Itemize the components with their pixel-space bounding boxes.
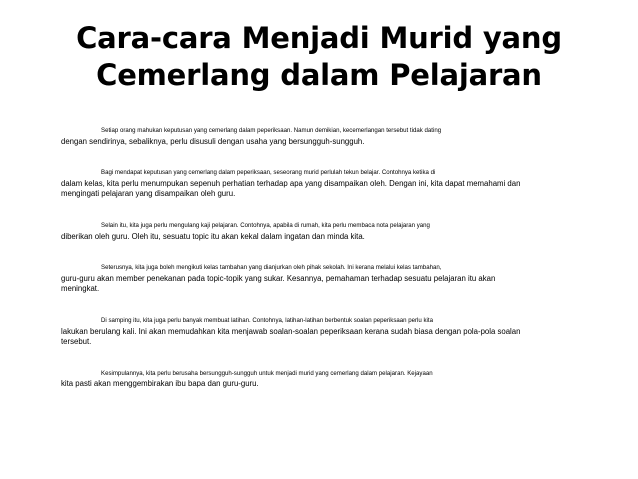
paragraph-line: dalam kelas, kita perlu menumpukan sepenuh perhatian terhadap apa yang disampaikan oleh. Dengan ini, kita dapat memahami dan (61, 178, 521, 188)
paragraph-intro (61, 126, 606, 147)
paragraph-line: Seterusnya, kita juga boleh mengikuti kelas tambahan yang dianjurkan oleh pihak sekolah. Ini kerana melalui kelas tambahan, (101, 264, 442, 272)
slide-body (61, 126, 606, 411)
paragraph-tekun-belajar (61, 168, 606, 200)
paragraph-line: mengingati pelajaran yang disampaikan oleh guru. (61, 189, 236, 199)
paragraph-line: lakukan berulang kali. Ini akan memudahkan kita menjawab soalan-soalan peperiksaan kerana sudah biasa dengan pola-pola soalan (61, 326, 521, 336)
paragraph-line: Di samping itu, kita juga perlu banyak membuat latihan. Contohnya, latihan-latihan berbentuk soalan peperiksaan perlu kita (101, 316, 433, 324)
paragraph-line: tersebut. (61, 337, 92, 347)
slide-title (40, 20, 598, 94)
paragraph-line: Selain itu, kita juga perlu mengulang kaji pelajaran. Contohnya, apabila di rumah, kita perlu membaca nota pelajaran yang (101, 221, 430, 229)
paragraph-kesimpulan (61, 369, 606, 390)
slide-title-line: Cara-cara Menjadi Murid yang (76, 21, 562, 55)
paragraph-line: Kesimpulannya, kita perlu berusaha bersungguh-sungguh untuk menjadi murid yang cemerlang dalam pelajaran. Kejayaan (101, 369, 433, 377)
slide-title-line: Cemerlang dalam Pelajaran (96, 58, 542, 92)
paragraph-line: diberikan oleh guru. Oleh itu, sesuatu topic itu akan kekal dalam ingatan dan minda kita. (61, 231, 365, 241)
paragraph-line: meningkat. (61, 284, 100, 294)
paragraph-kelas-tambahan (61, 263, 606, 295)
paragraph-latihan (61, 316, 606, 348)
paragraph-line: dengan sendirinya, sebaliknya, perlu disusuli dengan usaha yang bersungguh-sungguh. (61, 136, 365, 146)
paragraph-line: guru-guru akan member penekanan pada topic-topik yang sukar. Kesannya, pemahaman terhadap sesuatu pelajaran itu akan (61, 273, 496, 283)
paragraph-line: kita pasti akan menggembirakan ibu bapa dan guru-guru. (61, 379, 259, 389)
paragraph-ulang-kaji (61, 221, 606, 242)
paragraph-line: Setiap orang mahukan keputusan yang cemerlang dalam peperiksaan. Namun demikian, kecemerlangan tersebut tidak dating (101, 127, 442, 134)
paragraph-line: Bagi mendapat keputusan yang cemerlang dalam peperiksaan, seseorang murid perlulah tekun belajar. Contohnya ketika di (101, 169, 436, 177)
